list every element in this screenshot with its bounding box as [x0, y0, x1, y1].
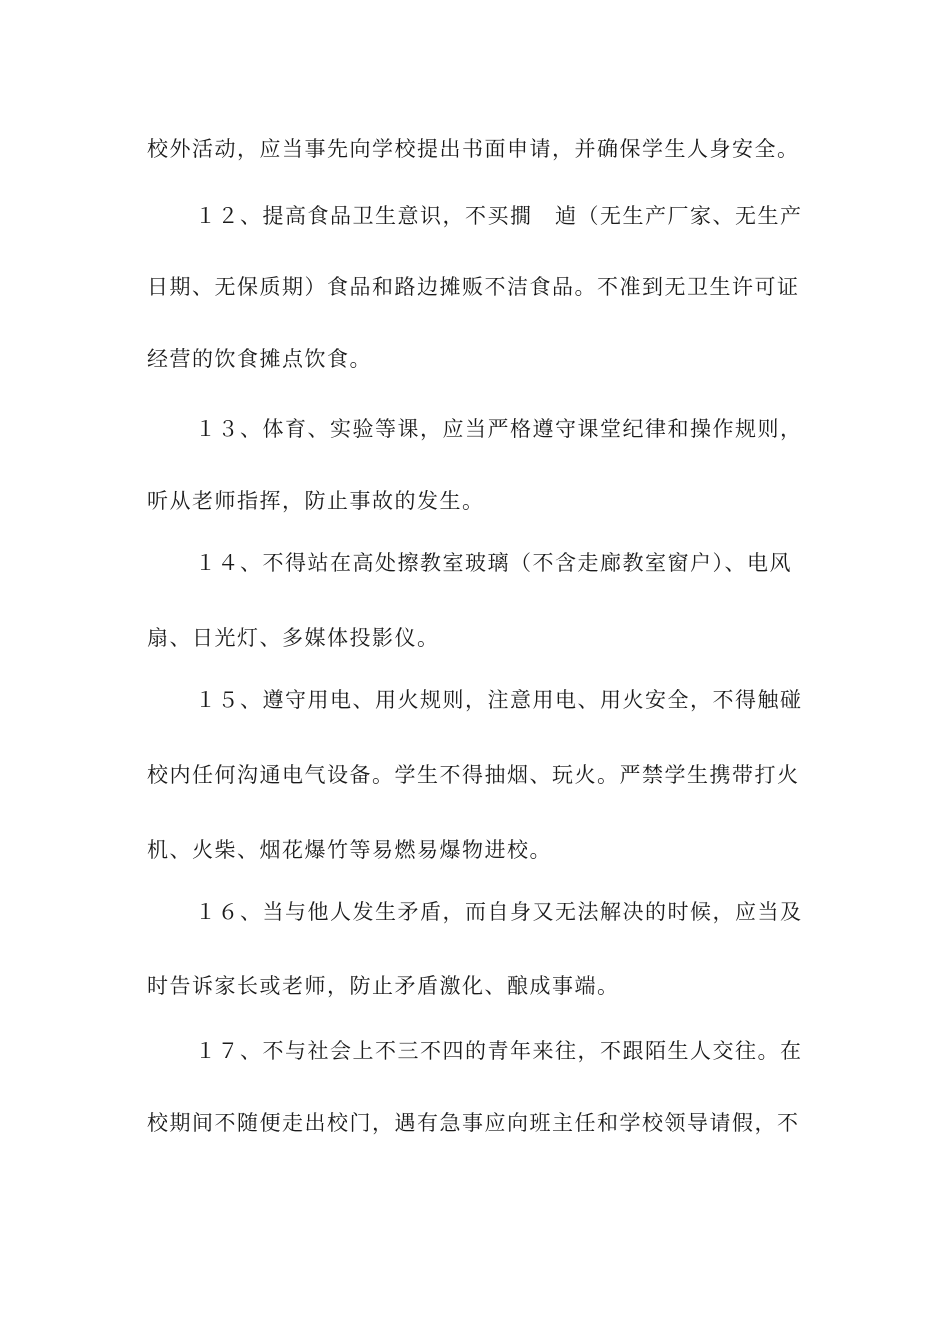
text-line: 扇、日光灯、多媒体投影仪。: [147, 626, 440, 650]
paragraph-17-line-1: １７、不与社会上不三不四的青年来往，不跟陌生人交往。在: [195, 1039, 803, 1063]
text-line: 校期间不随便走出校门，遇有急事应向班主任和学校领导请假，不: [147, 1111, 800, 1135]
text-line: 经营的饮食摊点饮食。: [147, 347, 372, 371]
paragraph-13-line-1: １３、体育、实验等课，应当严格遵守课堂纪律和操作规则，: [195, 417, 803, 441]
text-line: 日期、无保质期）食品和路边摊贩不洁食品。不准到无卫生许可证: [147, 275, 800, 299]
paragraph-15-line-1: １５、遵守用电、用火规则，注意用电、用火安全，不得触碰: [195, 688, 803, 712]
paragraph-14-line-1: １４、不得站在高处擦教室玻璃（不含走廊教室窗户）、电风: [195, 551, 792, 575]
paragraph-16-line-1: １６、当与他人发生矛盾，而自身又无法解决的时候，应当及: [195, 900, 803, 924]
text-line: 机、火柴、烟花爆竹等易燃易爆物进校。: [147, 838, 552, 862]
text-line: 校内任何沟通电气设备。学生不得抽烟、玩火。严禁学生携带打火: [147, 763, 800, 787]
text-line: 听从老师指挥，防止事故的发生。: [147, 489, 485, 513]
text-line: 时告诉家长或老师，防止矛盾激化、酿成事端。: [147, 974, 620, 998]
paragraph-12-line-1: １２、提高食品卫生意识，不买撊 逌（无生产厂家、无生产: [195, 204, 803, 228]
text-line: 校外活动，应当事先向学校提出书面申请，并确保学生人身安全。: [147, 137, 800, 161]
